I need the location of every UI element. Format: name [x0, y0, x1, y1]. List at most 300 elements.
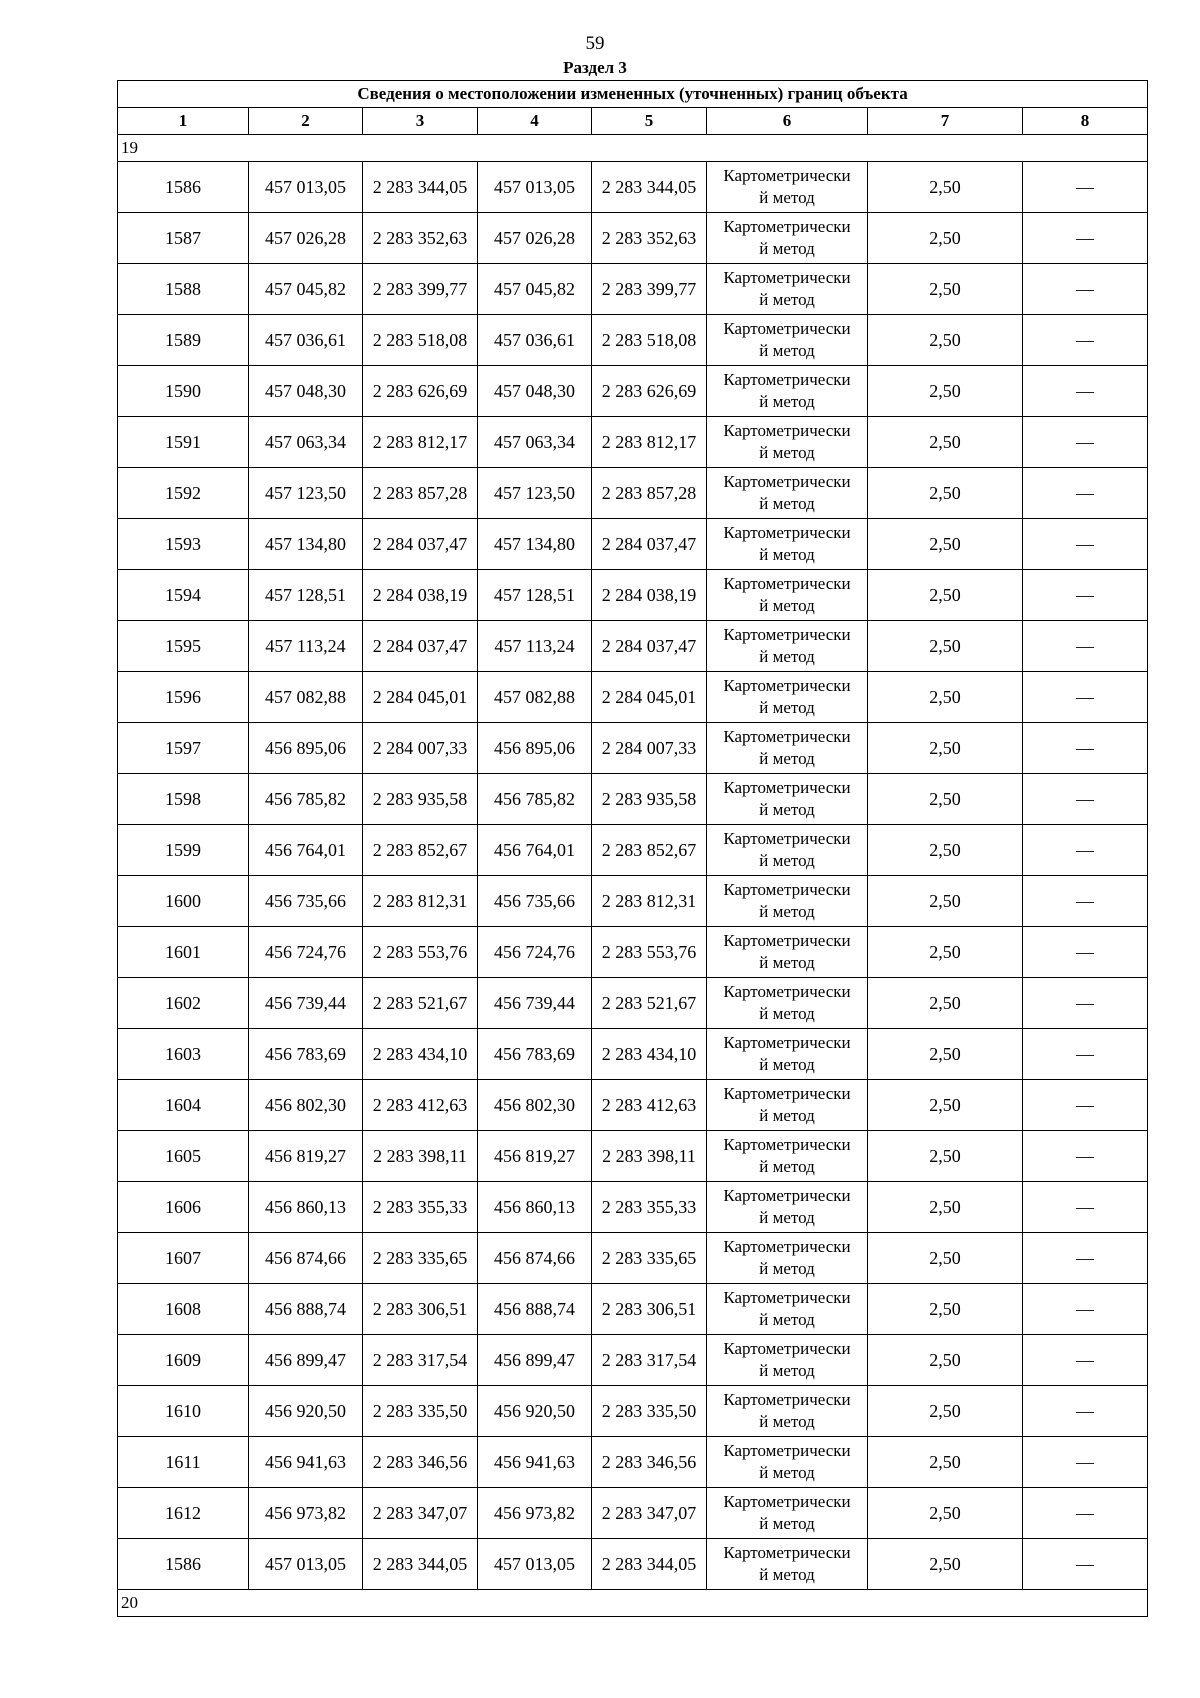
x-refined-cell: 456 785,82: [478, 774, 592, 825]
x-refined-cell: 456 783,69: [478, 1029, 592, 1080]
description-cell: —: [1023, 1386, 1148, 1437]
method-text-line2: й метод: [759, 392, 815, 411]
method-text-line1: Картометрически: [723, 1033, 851, 1052]
accuracy-cell: 2,50: [868, 876, 1023, 927]
table-row: [118, 162, 1148, 213]
x-refined-cell: 457 113,24: [478, 621, 592, 672]
method-cell: [707, 1284, 868, 1335]
point-number-cell: 1600: [118, 876, 249, 927]
method-cell: [707, 1386, 868, 1437]
table-row: [118, 570, 1148, 621]
contour-number-end: 20: [118, 1590, 1148, 1617]
x-existing-cell: 457 013,05: [249, 162, 363, 213]
method-cell: [707, 213, 868, 264]
x-existing-cell: 456 783,69: [249, 1029, 363, 1080]
description-cell: —: [1023, 417, 1148, 468]
description-cell: —: [1023, 774, 1148, 825]
description-cell: —: [1023, 570, 1148, 621]
method-text-line2: й метод: [759, 545, 815, 564]
y-refined-cell: 2 283 355,33: [592, 1182, 707, 1233]
method-text-line1: Картометрически: [723, 880, 851, 899]
point-number-cell: 1603: [118, 1029, 249, 1080]
y-refined-cell: 2 283 518,08: [592, 315, 707, 366]
y-refined-cell: 2 283 347,07: [592, 1488, 707, 1539]
method-text-line2: й метод: [759, 1055, 815, 1074]
point-number-cell: 1588: [118, 264, 249, 315]
y-existing-cell: 2 283 812,31: [363, 876, 478, 927]
x-refined-cell: 456 941,63: [478, 1437, 592, 1488]
method-cell: [707, 723, 868, 774]
accuracy-cell: 2,50: [868, 672, 1023, 723]
accuracy-cell: 2,50: [868, 1284, 1023, 1335]
method-text-line1: Картометрически: [723, 778, 851, 797]
method-text-line1: Картометрически: [723, 1339, 851, 1358]
point-number-cell: 1608: [118, 1284, 249, 1335]
y-refined-cell: 2 283 935,58: [592, 774, 707, 825]
method-text-line1: Картометрически: [723, 319, 851, 338]
method-cell: [707, 927, 868, 978]
y-existing-cell: 2 283 412,63: [363, 1080, 478, 1131]
accuracy-cell: 2,50: [868, 570, 1023, 621]
method-text-line2: й метод: [759, 698, 815, 717]
method-cell: [707, 1539, 868, 1590]
description-cell: —: [1023, 1437, 1148, 1488]
accuracy-cell: 2,50: [868, 978, 1023, 1029]
y-existing-cell: 2 284 007,33: [363, 723, 478, 774]
accuracy-cell: 2,50: [868, 468, 1023, 519]
accuracy-cell: 2,50: [868, 519, 1023, 570]
x-refined-cell: 456 735,66: [478, 876, 592, 927]
y-refined-cell: 2 284 037,47: [592, 519, 707, 570]
y-existing-cell: 2 283 521,67: [363, 978, 478, 1029]
table-row: [118, 774, 1148, 825]
x-refined-cell: 457 134,80: [478, 519, 592, 570]
table-row: [118, 1284, 1148, 1335]
y-refined-cell: 2 283 335,65: [592, 1233, 707, 1284]
table-row: [118, 1182, 1148, 1233]
method-text-line2: й метод: [759, 1514, 815, 1533]
method-cell: [707, 1029, 868, 1080]
point-number-cell: 1601: [118, 927, 249, 978]
x-existing-cell: 456 802,30: [249, 1080, 363, 1131]
y-existing-cell: 2 283 306,51: [363, 1284, 478, 1335]
accuracy-cell: 2,50: [868, 774, 1023, 825]
x-refined-cell: 457 048,30: [478, 366, 592, 417]
y-existing-cell: 2 283 347,07: [363, 1488, 478, 1539]
y-existing-cell: 2 283 434,10: [363, 1029, 478, 1080]
x-refined-cell: 457 026,28: [478, 213, 592, 264]
description-cell: —: [1023, 825, 1148, 876]
y-existing-cell: 2 283 352,63: [363, 213, 478, 264]
y-refined-cell: 2 283 521,67: [592, 978, 707, 1029]
y-refined-cell: 2 283 346,56: [592, 1437, 707, 1488]
table-row: [118, 417, 1148, 468]
point-number-cell: 1605: [118, 1131, 249, 1182]
method-text-line1: Картометрически: [723, 931, 851, 950]
table-row: [118, 1386, 1148, 1437]
method-cell: [707, 519, 868, 570]
description-cell: —: [1023, 1284, 1148, 1335]
x-existing-cell: 457 048,30: [249, 366, 363, 417]
accuracy-cell: 2,50: [868, 1539, 1023, 1590]
y-existing-cell: 2 284 045,01: [363, 672, 478, 723]
method-text-line2: й метод: [759, 953, 815, 972]
method-text-line2: й метод: [759, 188, 815, 207]
method-cell: [707, 774, 868, 825]
point-number-cell: 1610: [118, 1386, 249, 1437]
point-number-cell: 1587: [118, 213, 249, 264]
method-text-line2: й метод: [759, 1208, 815, 1227]
description-cell: —: [1023, 366, 1148, 417]
column-header: 2: [249, 108, 363, 135]
x-existing-cell: 456 735,66: [249, 876, 363, 927]
x-refined-cell: 456 819,27: [478, 1131, 592, 1182]
x-existing-cell: 456 724,76: [249, 927, 363, 978]
description-cell: —: [1023, 1080, 1148, 1131]
method-cell: [707, 876, 868, 927]
method-cell: [707, 672, 868, 723]
method-text-line2: й метод: [759, 239, 815, 258]
x-existing-cell: 456 874,66: [249, 1233, 363, 1284]
method-text-line1: Картометрически: [723, 1492, 851, 1511]
column-header: 4: [478, 108, 592, 135]
method-text-line2: й метод: [759, 1259, 815, 1278]
y-refined-cell: 2 284 007,33: [592, 723, 707, 774]
table-row: [118, 1488, 1148, 1539]
x-existing-cell: 457 045,82: [249, 264, 363, 315]
method-text-line2: й метод: [759, 1412, 815, 1431]
x-existing-cell: 456 899,47: [249, 1335, 363, 1386]
description-cell: —: [1023, 1335, 1148, 1386]
method-cell: [707, 1131, 868, 1182]
y-refined-cell: 2 283 857,28: [592, 468, 707, 519]
table-row: [118, 1080, 1148, 1131]
accuracy-cell: 2,50: [868, 621, 1023, 672]
table-row: [118, 264, 1148, 315]
accuracy-cell: 2,50: [868, 417, 1023, 468]
x-existing-cell: 457 063,34: [249, 417, 363, 468]
x-existing-cell: 456 764,01: [249, 825, 363, 876]
point-number-cell: 1591: [118, 417, 249, 468]
accuracy-cell: 2,50: [868, 1335, 1023, 1386]
method-text-line2: й метод: [759, 1157, 815, 1176]
description-cell: —: [1023, 978, 1148, 1029]
x-existing-cell: 457 026,28: [249, 213, 363, 264]
method-text-line2: й метод: [759, 1106, 815, 1125]
x-existing-cell: 456 941,63: [249, 1437, 363, 1488]
method-text-line1: Картометрически: [723, 370, 851, 389]
point-number-cell: 1592: [118, 468, 249, 519]
method-text-line1: Картометрически: [723, 166, 851, 185]
method-cell: [707, 315, 868, 366]
accuracy-cell: 2,50: [868, 1080, 1023, 1131]
description-cell: —: [1023, 1233, 1148, 1284]
table-row: [118, 978, 1148, 1029]
description-cell: —: [1023, 1182, 1148, 1233]
description-cell: —: [1023, 315, 1148, 366]
table-row: [118, 1233, 1148, 1284]
accuracy-cell: 2,50: [868, 1233, 1023, 1284]
method-text-line2: й метод: [759, 1565, 815, 1584]
y-existing-cell: 2 283 626,69: [363, 366, 478, 417]
x-refined-cell: 456 874,66: [478, 1233, 592, 1284]
y-refined-cell: 2 283 812,31: [592, 876, 707, 927]
page-number: 59: [585, 33, 605, 54]
method-text-line2: й метод: [759, 902, 815, 921]
x-refined-cell: 457 082,88: [478, 672, 592, 723]
x-existing-cell: 457 113,24: [249, 621, 363, 672]
table-row: [118, 213, 1148, 264]
point-number-cell: 1594: [118, 570, 249, 621]
x-existing-cell: 457 013,05: [249, 1539, 363, 1590]
method-text-line1: Картометрически: [723, 1390, 851, 1409]
y-existing-cell: 2 284 037,47: [363, 621, 478, 672]
column-header: 3: [363, 108, 478, 135]
description-cell: —: [1023, 213, 1148, 264]
y-refined-cell: 2 283 553,76: [592, 927, 707, 978]
x-existing-cell: 456 860,13: [249, 1182, 363, 1233]
x-refined-cell: 456 724,76: [478, 927, 592, 978]
y-refined-cell: 2 283 812,17: [592, 417, 707, 468]
x-refined-cell: 456 802,30: [478, 1080, 592, 1131]
y-existing-cell: 2 283 335,65: [363, 1233, 478, 1284]
method-text-line2: й метод: [759, 443, 815, 462]
point-number-cell: 1586: [118, 162, 249, 213]
method-cell: [707, 825, 868, 876]
section-title: Раздел 3: [563, 58, 627, 77]
table-row: [118, 468, 1148, 519]
x-refined-cell: 457 036,61: [478, 315, 592, 366]
y-refined-cell: 2 283 434,10: [592, 1029, 707, 1080]
y-existing-cell: 2 283 355,33: [363, 1182, 478, 1233]
point-number-cell: 1586: [118, 1539, 249, 1590]
point-number-cell: 1609: [118, 1335, 249, 1386]
table-row: [118, 621, 1148, 672]
method-text-line2: й метод: [759, 800, 815, 819]
table-row: [118, 1029, 1148, 1080]
point-number-cell: 1612: [118, 1488, 249, 1539]
x-refined-cell: 456 899,47: [478, 1335, 592, 1386]
point-number-cell: 1598: [118, 774, 249, 825]
x-refined-cell: 457 013,05: [478, 162, 592, 213]
description-cell: —: [1023, 264, 1148, 315]
method-cell: [707, 570, 868, 621]
description-cell: —: [1023, 723, 1148, 774]
method-text-line1: Картометрически: [723, 472, 851, 491]
accuracy-cell: 2,50: [868, 366, 1023, 417]
coordinates-table: [117, 80, 1148, 1617]
method-cell: [707, 1335, 868, 1386]
y-refined-cell: 2 283 335,50: [592, 1386, 707, 1437]
method-text-line1: Картометрически: [723, 1084, 851, 1103]
description-cell: —: [1023, 876, 1148, 927]
method-text-line2: й метод: [759, 1310, 815, 1329]
y-existing-cell: 2 284 037,47: [363, 519, 478, 570]
x-existing-cell: 456 888,74: [249, 1284, 363, 1335]
y-refined-cell: 2 283 306,51: [592, 1284, 707, 1335]
method-text-line1: Картометрически: [723, 1543, 851, 1562]
point-number-cell: 1607: [118, 1233, 249, 1284]
table-row: [118, 876, 1148, 927]
method-text-line1: Картометрически: [723, 1441, 851, 1460]
description-cell: —: [1023, 927, 1148, 978]
y-existing-cell: 2 284 038,19: [363, 570, 478, 621]
table-row: [118, 723, 1148, 774]
y-existing-cell: 2 283 935,58: [363, 774, 478, 825]
table-row: [118, 366, 1148, 417]
x-existing-cell: 457 036,61: [249, 315, 363, 366]
x-existing-cell: 457 128,51: [249, 570, 363, 621]
y-existing-cell: 2 283 344,05: [363, 162, 478, 213]
x-refined-cell: 456 920,50: [478, 1386, 592, 1437]
column-header: 5: [592, 108, 707, 135]
point-number-cell: 1611: [118, 1437, 249, 1488]
y-refined-cell: 2 284 037,47: [592, 621, 707, 672]
x-refined-cell: 456 895,06: [478, 723, 592, 774]
y-refined-cell: 2 283 399,77: [592, 264, 707, 315]
column-header: 1: [118, 108, 249, 135]
method-cell: [707, 1233, 868, 1284]
accuracy-cell: 2,50: [868, 1488, 1023, 1539]
description-cell: —: [1023, 1029, 1148, 1080]
method-cell: [707, 264, 868, 315]
method-text-line1: Картометрически: [723, 1135, 851, 1154]
description-cell: —: [1023, 621, 1148, 672]
method-text-line2: й метод: [759, 290, 815, 309]
x-existing-cell: 456 973,82: [249, 1488, 363, 1539]
method-text-line1: Картометрически: [723, 574, 851, 593]
accuracy-cell: 2,50: [868, 1131, 1023, 1182]
y-existing-cell: 2 283 398,11: [363, 1131, 478, 1182]
accuracy-cell: 2,50: [868, 927, 1023, 978]
y-existing-cell: 2 283 335,50: [363, 1386, 478, 1437]
point-number-cell: 1595: [118, 621, 249, 672]
method-text-line1: Картометрически: [723, 268, 851, 287]
description-cell: —: [1023, 519, 1148, 570]
y-existing-cell: 2 283 344,05: [363, 1539, 478, 1590]
description-cell: —: [1023, 468, 1148, 519]
method-text-line2: й метод: [759, 647, 815, 666]
method-text-line2: й метод: [759, 596, 815, 615]
x-existing-cell: 457 082,88: [249, 672, 363, 723]
table-row: [118, 1131, 1148, 1182]
description-cell: —: [1023, 672, 1148, 723]
accuracy-cell: 2,50: [868, 1437, 1023, 1488]
column-number-row: [118, 108, 1148, 135]
table-row: [118, 1539, 1148, 1590]
y-existing-cell: 2 283 518,08: [363, 315, 478, 366]
method-text-line1: Картометрически: [723, 727, 851, 746]
accuracy-cell: 2,50: [868, 213, 1023, 264]
y-existing-cell: 2 283 399,77: [363, 264, 478, 315]
accuracy-cell: 2,50: [868, 162, 1023, 213]
point-number-cell: 1606: [118, 1182, 249, 1233]
x-refined-cell: 457 128,51: [478, 570, 592, 621]
point-number-cell: 1602: [118, 978, 249, 1029]
y-existing-cell: 2 283 317,54: [363, 1335, 478, 1386]
method-text-line1: Картометрически: [723, 523, 851, 542]
x-refined-cell: 456 764,01: [478, 825, 592, 876]
method-text-line1: Картометрически: [723, 217, 851, 236]
point-number-cell: 1597: [118, 723, 249, 774]
table-row: [118, 927, 1148, 978]
x-existing-cell: 456 785,82: [249, 774, 363, 825]
description-cell: —: [1023, 162, 1148, 213]
x-existing-cell: 456 739,44: [249, 978, 363, 1029]
table-row: [118, 1335, 1148, 1386]
y-refined-cell: 2 283 398,11: [592, 1131, 707, 1182]
x-existing-cell: 456 895,06: [249, 723, 363, 774]
point-number-cell: 1599: [118, 825, 249, 876]
method-text-line1: Картометрически: [723, 625, 851, 644]
method-text-line1: Картометрически: [723, 1288, 851, 1307]
y-existing-cell: 2 283 346,56: [363, 1437, 478, 1488]
x-refined-cell: 456 739,44: [478, 978, 592, 1029]
column-header: 6: [707, 108, 868, 135]
method-text-line1: Картометрически: [723, 676, 851, 695]
x-existing-cell: 457 134,80: [249, 519, 363, 570]
y-refined-cell: 2 283 317,54: [592, 1335, 707, 1386]
description-cell: —: [1023, 1488, 1148, 1539]
point-number-cell: 1593: [118, 519, 249, 570]
method-cell: [707, 417, 868, 468]
y-refined-cell: 2 283 852,67: [592, 825, 707, 876]
method-text-line2: й метод: [759, 341, 815, 360]
description-cell: —: [1023, 1539, 1148, 1590]
point-number-cell: 1604: [118, 1080, 249, 1131]
method-text-line1: Картометрически: [723, 829, 851, 848]
table-row: [118, 825, 1148, 876]
y-refined-cell: 2 283 626,69: [592, 366, 707, 417]
table-caption: Сведения о местоположении измененных (уточненных) границ объекта: [118, 81, 1148, 108]
column-header: 7: [868, 108, 1023, 135]
method-cell: [707, 978, 868, 1029]
column-header: 8: [1023, 108, 1148, 135]
method-text-line2: й метод: [759, 1361, 815, 1380]
point-number-cell: 1590: [118, 366, 249, 417]
table-row: [118, 1437, 1148, 1488]
point-number-cell: 1589: [118, 315, 249, 366]
method-text-line2: й метод: [759, 494, 815, 513]
method-cell: [707, 468, 868, 519]
method-cell: [707, 1437, 868, 1488]
accuracy-cell: 2,50: [868, 1386, 1023, 1437]
y-refined-cell: 2 283 412,63: [592, 1080, 707, 1131]
method-text-line2: й метод: [759, 851, 815, 870]
method-text-line1: Картометрически: [723, 421, 851, 440]
x-refined-cell: 456 860,13: [478, 1182, 592, 1233]
method-text-line1: Картометрически: [723, 982, 851, 1001]
point-number-cell: 1596: [118, 672, 249, 723]
method-cell: [707, 621, 868, 672]
accuracy-cell: 2,50: [868, 1029, 1023, 1080]
method-cell: [707, 162, 868, 213]
method-cell: [707, 1080, 868, 1131]
accuracy-cell: 2,50: [868, 1182, 1023, 1233]
method-text-line2: й метод: [759, 1004, 815, 1023]
method-text-line2: й метод: [759, 749, 815, 768]
accuracy-cell: 2,50: [868, 825, 1023, 876]
y-existing-cell: 2 283 857,28: [363, 468, 478, 519]
y-refined-cell: 2 284 045,01: [592, 672, 707, 723]
y-refined-cell: 2 284 038,19: [592, 570, 707, 621]
accuracy-cell: 2,50: [868, 315, 1023, 366]
method-text-line2: й метод: [759, 1463, 815, 1482]
y-existing-cell: 2 283 852,67: [363, 825, 478, 876]
table-row: [118, 519, 1148, 570]
x-existing-cell: 457 123,50: [249, 468, 363, 519]
method-cell: [707, 1182, 868, 1233]
